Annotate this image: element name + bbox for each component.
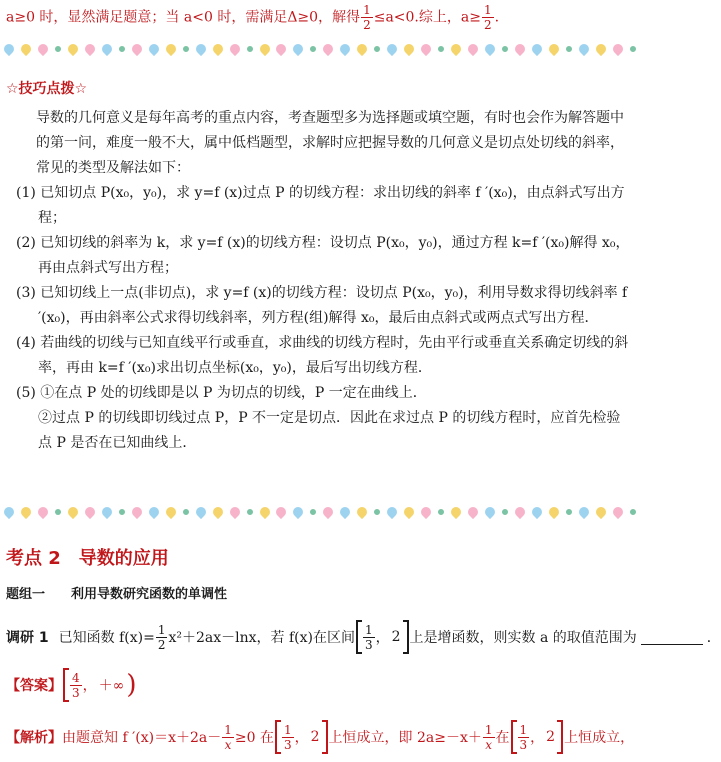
tips-intro: 导数的几何意义是每年高考的重点内容，考查题型多为选择题或填空题，有时也会作为解答题中的第一问，难度一般不大，属中低档题型，求解时应把握导数的几何意义是切点处切线的斜率，常见的类型及解法如下：: [36, 110, 624, 176]
tips-body: [12, 106, 630, 456]
section-heading: 考点 2 导数的应用: [6, 548, 169, 569]
answer-interval: $\frac{4}{3}$ ， ＋∞ ): [63, 668, 136, 702]
tips-item-2: (2) 已知切线的斜率为 k，求 y=f (x)的切线方程：设切点 P(x₀，y₀)，通过方程 k=f ′(x₀)解得 x₀，再由点斜式写出方程；: [16, 235, 630, 276]
top-line: a≥0 时，显然满足题意；当 a<0 时，需满足Δ≥0，解得 $\frac{1}{2}$ ≤a<0.综上，a≥ $\frac{1}{2}$ .: [6, 3, 500, 32]
answer-blank: [641, 630, 703, 645]
analysis-interval-2: $\frac{1}{3}$ ， 2: [511, 720, 564, 754]
analysis-interval-1: $\frac{1}{3}$ ， 2: [275, 720, 328, 754]
problem-line: 调研 1 已知函数 f(x)= $\frac{1}{2}$ x²＋2ax－lnx，若 f(x)在区间 $\frac{1}{3}$ ， 2 上是增函数，则实数 a 的取值范围为 ．: [6, 620, 721, 654]
answer-label: 【答案】: [6, 678, 62, 694]
fraction-half-problem: $\frac{1}{2}$: [157, 622, 166, 652]
decorative-border-top: [4, 42, 636, 56]
tips-item-5: (5) ①在点 P 处的切线即是以 P 为切点的切线，P 一定在曲线上．: [16, 385, 427, 401]
tips-item-5b: ②过点 P 的切线即切线过点 P，P 不一定是切点．因此在求过点 P 的切线方程时，应首先检验点 P 是否在已知曲线上．: [38, 410, 621, 451]
analysis-label: 【解析】: [6, 730, 62, 746]
fraction-half: $\frac{1}{2}$: [363, 3, 371, 32]
fraction-half-2: $\frac{1}{2}$: [483, 3, 492, 32]
tips-item-4: (4) 若曲线的切线与已知直线平行或垂直，求曲线的切线方程时，先由平行或垂直关系确定切线的斜率，再由 k=f ′(x₀)求出切点坐标(x₀，y₀)，最后写出切线方程．: [16, 335, 629, 376]
interval-bracket: $\frac{1}{3}$ ， 2: [356, 620, 409, 654]
decorative-border-bottom: [4, 505, 636, 519]
top-line-part1: a≥0 时，显然满足题意；当 a<0 时，需满足Δ≥0，解得: [6, 9, 361, 26]
answer-line: [6, 668, 137, 702]
top-line-part2: ≤a<0.综上，a≥: [373, 9, 481, 26]
tips-item-3: (3) 已知切线上一点(非切点)，求 y=f (x)的切线方程：设切点 P(x₀，y₀)，利用导数求得切线斜率 f ′(x₀)，再由斜率公式求得切线斜率，列方程(组)解得 x₀，最后由点斜式或两点式写出方程．: [16, 285, 628, 326]
analysis-line: 【解析】 由题意知 f ′(x)＝x＋2a－ $\frac{1}{x}$ ≥0 在 $\frac{1}{3}$ ， 2 上恒成立，即 2a≥－x＋ $\frac{1}{x}$ 在 $\frac{1}{3}$ ， 2 上恒成立，: [6, 720, 634, 754]
group-heading: 题组一 利用导数研究函数的单调性: [6, 587, 228, 602]
tips-item-1: (1) 已知切点 P(x₀，y₀)，求 y=f (x)过点 P 的切线方程：求出切线的斜率 f ′(x₀)，由点斜式写出方程；: [16, 185, 625, 226]
problem-label: 调研 1: [6, 630, 49, 646]
tips-title: ☆技巧点拨☆: [6, 81, 88, 97]
